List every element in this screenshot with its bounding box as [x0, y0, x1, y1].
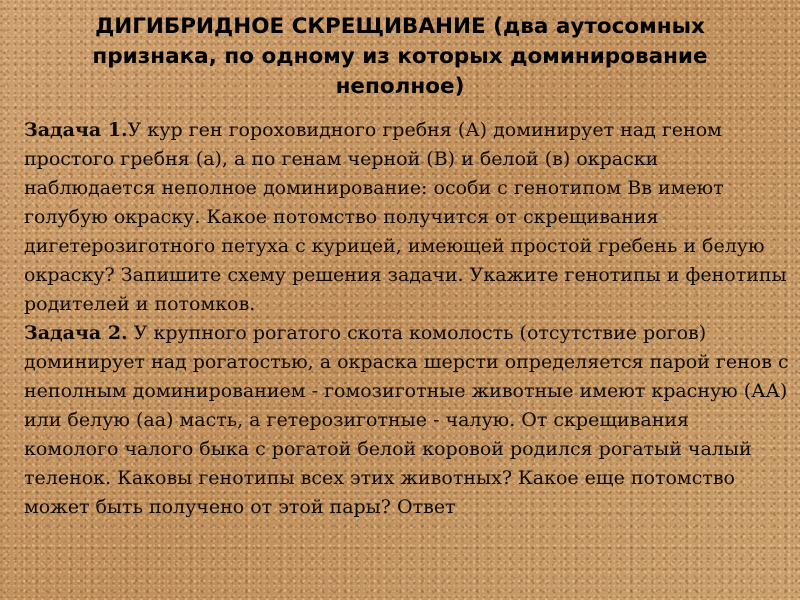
task-2	[24, 319, 789, 522]
slide-body	[24, 116, 789, 522]
task-2-label: Задача 2.	[24, 322, 128, 344]
task-1	[24, 116, 789, 319]
task-1-label: Задача 1.	[24, 119, 128, 141]
task-1-text: У кур ген гороховидного гребня (А) доминирует над геном простого гребня (а), а по генам черной (В) и белой (в) окраски наблюдается неполное доминирование: особи с генотипом Вв имеют голубую окраску. Какое потомство получится от скрещивания дигетерозиготного петуха с курицей, имеющей простой гребень и белую окраску? Запишите схему решения задачи. Укажите генотипы и фенотипы родителей и потомков.	[24, 119, 787, 315]
task-2-text: У крупного рогатого скота комолость (отсутствие рогов) доминирует над рогатостью, а окраска шерсти определяется парой генов с неполным доминированием - гомозиготные животные имеют красную (АА) или белую (аа) масть, а гетерозиготные - чалую. От скрещивания комолого чалого быка с рогатой белой коровой родился рогатый чалый теленок. Каковы генотипы всех этих животных? Какое еще потомство может быть получено от этой пары? Ответ	[24, 322, 789, 518]
slide-title: ДИГИБРИДНОЕ СКРЕЩИВАНИЕ (два аутосомных признака, по одному из которых доминирование неполное)	[92, 14, 708, 99]
